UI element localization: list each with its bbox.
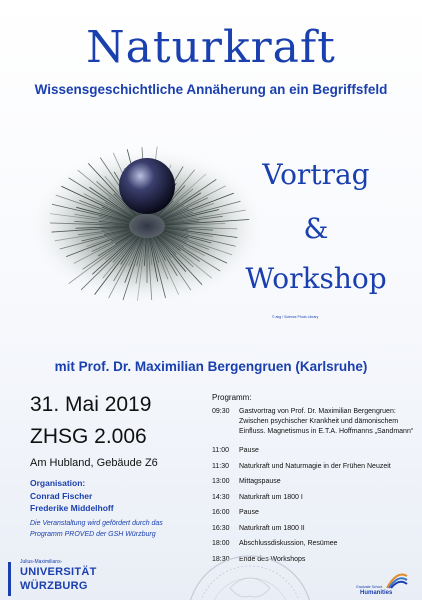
logo-wuerzburg: WÜRZBURG [20,580,88,592]
program-desc: Naturkraft um 1800 II [239,524,305,532]
logo-bar [8,562,11,596]
program-desc: Pause [239,509,259,516]
logo-small-text: Julius-Maximilians- [20,559,63,565]
program-time: 18:00 [212,540,230,547]
program-time: 16:30 [212,524,230,532]
program-time: 11:00 [212,447,229,454]
university-seal [150,548,350,600]
poster-title: Naturkraft [86,22,336,73]
event-label-vortrag: Vortrag [262,158,370,191]
program-item [212,493,417,509]
program-time: 16:00 [212,509,230,516]
program-item [212,508,417,524]
logo-universitaet: UNIVERSITÄT [20,566,97,578]
program-desc: Mittagspause [239,478,281,485]
program-desc: Naturkraft und Naturmagie in der Frühen Neuzeit [239,462,391,470]
program-time: 14:30 [212,493,230,501]
program-item [212,407,417,446]
program-time: 13:00 [212,478,230,485]
humanities-small-text: Graduate School [356,585,383,589]
program-time: 18:30 [212,555,230,563]
program-desc: Gastvortrag von Prof. Dr. Maximilian Bergengruen: Zwischen psychischer Krankheit und dämonischem Einfluss. Magnetismus in E.T.A. Hoffmanns „Sandmann“ [239,408,414,435]
program-time: 11:30 [212,462,229,470]
poster-subtitle: Wissensgeschichtliche Annäherung an ein Begriffsfeld [34,82,388,97]
organiser-name: Conrad Fischer [30,491,93,501]
program-desc: Naturkraft um 1800 I [239,493,303,501]
humanities-label: Humanities [360,590,393,596]
speaker-line: mit Prof. Dr. Maximilian Bergengruen (Karlsruhe) [54,359,368,374]
program-heading: Programm: [212,393,252,402]
event-label-workshop: Workshop [245,262,387,295]
program-list [212,407,417,570]
event-room: ZHSG 2.006 [30,425,147,448]
program-item [212,462,417,478]
program-desc: Pause [239,447,259,454]
humanities-logo-icon [385,568,409,590]
funding-note: Die Veranstaltung wird gefördert durch das [30,520,163,527]
organisation-label: Organisation: [30,478,86,488]
image-credit: © akg / Science Photo Library [272,315,319,319]
program-desc: Ende des Workshops [239,555,306,563]
funding-note: Programm PROVED der GSH Würzburg [30,531,156,538]
program-item [212,477,417,493]
program-desc: Abschlussdiskussion, Resümee [239,540,338,547]
program-item [212,446,417,462]
event-date: 31. Mai 2019 [30,393,152,416]
event-label-ampersand: & [303,212,329,245]
organiser-name: Frederike Middelhoff [30,503,114,513]
event-location: Am Hubland, Gebäude Z6 [30,457,158,469]
program-time: 09:30 [212,408,230,415]
program-item [212,524,417,540]
